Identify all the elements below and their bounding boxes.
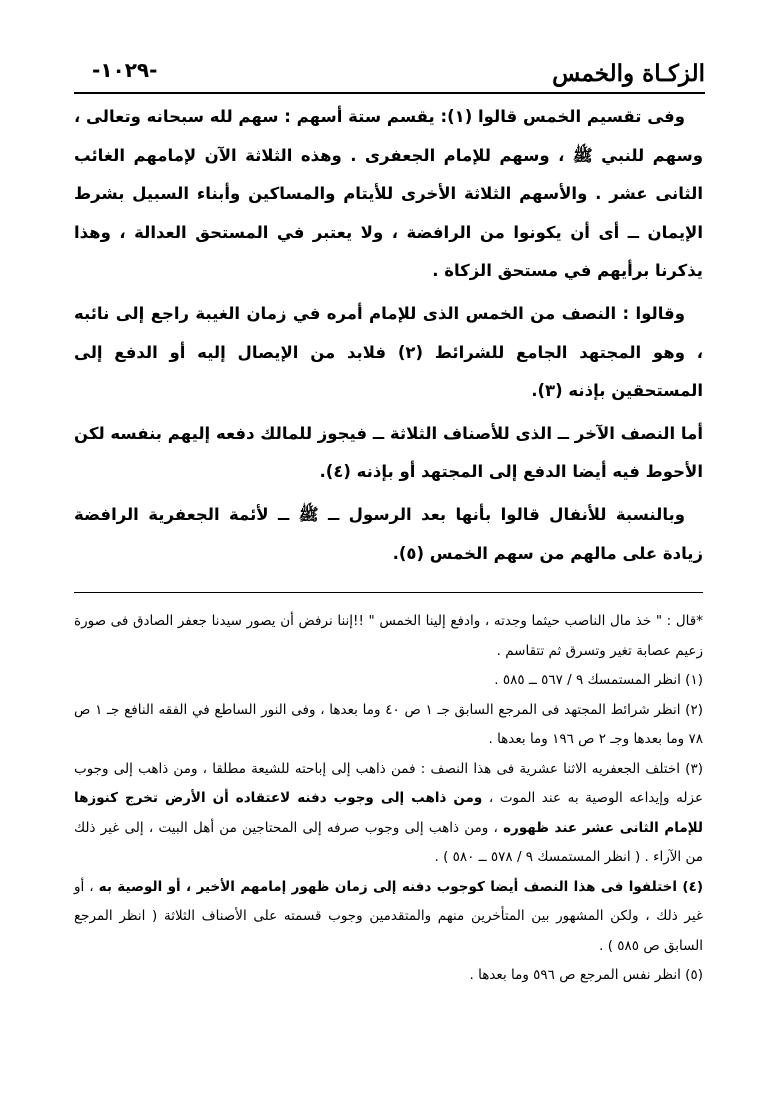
footnotes <box>74 607 703 991</box>
paragraph-imam-half: وقالوا : النصف من الخمس الذى للإمام أمره في زمان الغيبة راجع إلى نائبه ، وهو المجتهد الجامع للشرائط (٢) فلابد من الإيصال إليه أو الدفع إلى المستحقين بإذنه (٣). <box>74 303 703 401</box>
footnote-1: (١) انظر المستمسك ٩ / ٥٦٧ ــ ٥٨٥ . <box>494 672 703 688</box>
footnote-4 <box>74 873 703 962</box>
running-title: الزكـاة والخمس <box>552 60 705 87</box>
footnote-3-part-b: ومن ذاهب إلى وجوب دفنه لاعتقاده أن الأرض تخرج كنوزها للإمام الثانى عشر عند ظهوره <box>74 790 704 836</box>
footnote-3 <box>74 755 703 873</box>
footnote-5: (٥) انظر نفس المرجع ص ٥٩٦ وما بعدها . <box>469 967 703 983</box>
paragraph-anfal: وبالنسبة للأنفال قالوا بأنها بعد الرسول ــ ﷺ ــ لأئمة الجعفرية الرافضة زيادة على مالهم من سهم الخمس (٥). <box>74 504 703 563</box>
paragraph-other-half: أما النصف الآخر ــ الذى للأصناف الثلاثة ــ فيجوز للمالك دفعه إليهم بنفسه لكن الأحوط فيه أيضا الدفع إلى المجتهد أو بإذنه (٤). <box>74 423 703 482</box>
footnote-3-part-c: ، ومن ذاهب إلى وجوب صرفه إلى المحتاجين من أهل البيت ، إلى غير ذلك من الآراء . ( انظر المستمسك ٩ / ٥٧٨ ــ ٥٨٠ ) . <box>74 819 703 865</box>
page-number: -١٠٢٩- <box>92 58 158 82</box>
footnote-2: (٢) انظر شرائط المجتهد فى المرجع السابق جـ ١ ص ٤٠ وما بعدها ، وفى النور الساطع في الفقه النافع جـ ١ ص ٧٨ وما بعدها وجـ ٢ ص ١٩٦ وما بعدها . <box>74 701 703 747</box>
main-text <box>74 98 703 573</box>
footnote-3-part-a: (٣) اختلف الجعفريه الاثنا عشرية فى هذا النصف : فمن ذاهب إلى إباحته للشيعة مطلقا ، ومن ذاهب إلى وجوب عزله وإيداعه الوصية به عند الموت ، <box>74 760 703 806</box>
page-header <box>74 52 705 94</box>
footnote-separator <box>74 592 703 593</box>
footnote-star: *قال : " خذ مال الناصب حيثما وجدته ، وادفع إلينا الخمس " !!إننا نرفض أن يصور سيدنا جعفر الصادق فى صورة زعيم عصابة تغير وتسرق ثم تتقاسم . <box>74 613 703 659</box>
paragraph-khums-division: وفى تقسيم الخمس قالوا (١): يقسم ستة أسهم : سهم لله سبحانه وتعالى ، وسهم للنبي ﷺ ، وسهم للإمام الجعفرى . وهذه الثلاثة الآن لإمامهم الغائب الثانى عشر . والأسهم الثلاثة الأخرى للأيتام والمساكين وأبناء السبيل بشرط الإيمان ــ أى أن يكونوا من الرافضة ، ولا يعتبر في المستحق العدالة ، وهذا يذكرنا برأيهم في مستحق الزكاة . <box>74 107 703 281</box>
footnote-4-part-a: (٤) اختلفوا فى هذا النصف أيضا كوجوب دفنه إلى زمان ظهور إمامهم الأخير ، أو الوصية به <box>98 878 703 895</box>
footnote-4-part-b: ، أو غير ذلك ، ولكن المشهور بين المتأخرين منهم والمتقدمين وجوب قسمته على الأصناف الثلاثة ( انظر المرجع السابق ص ٥٨٥ ) . <box>74 878 703 954</box>
